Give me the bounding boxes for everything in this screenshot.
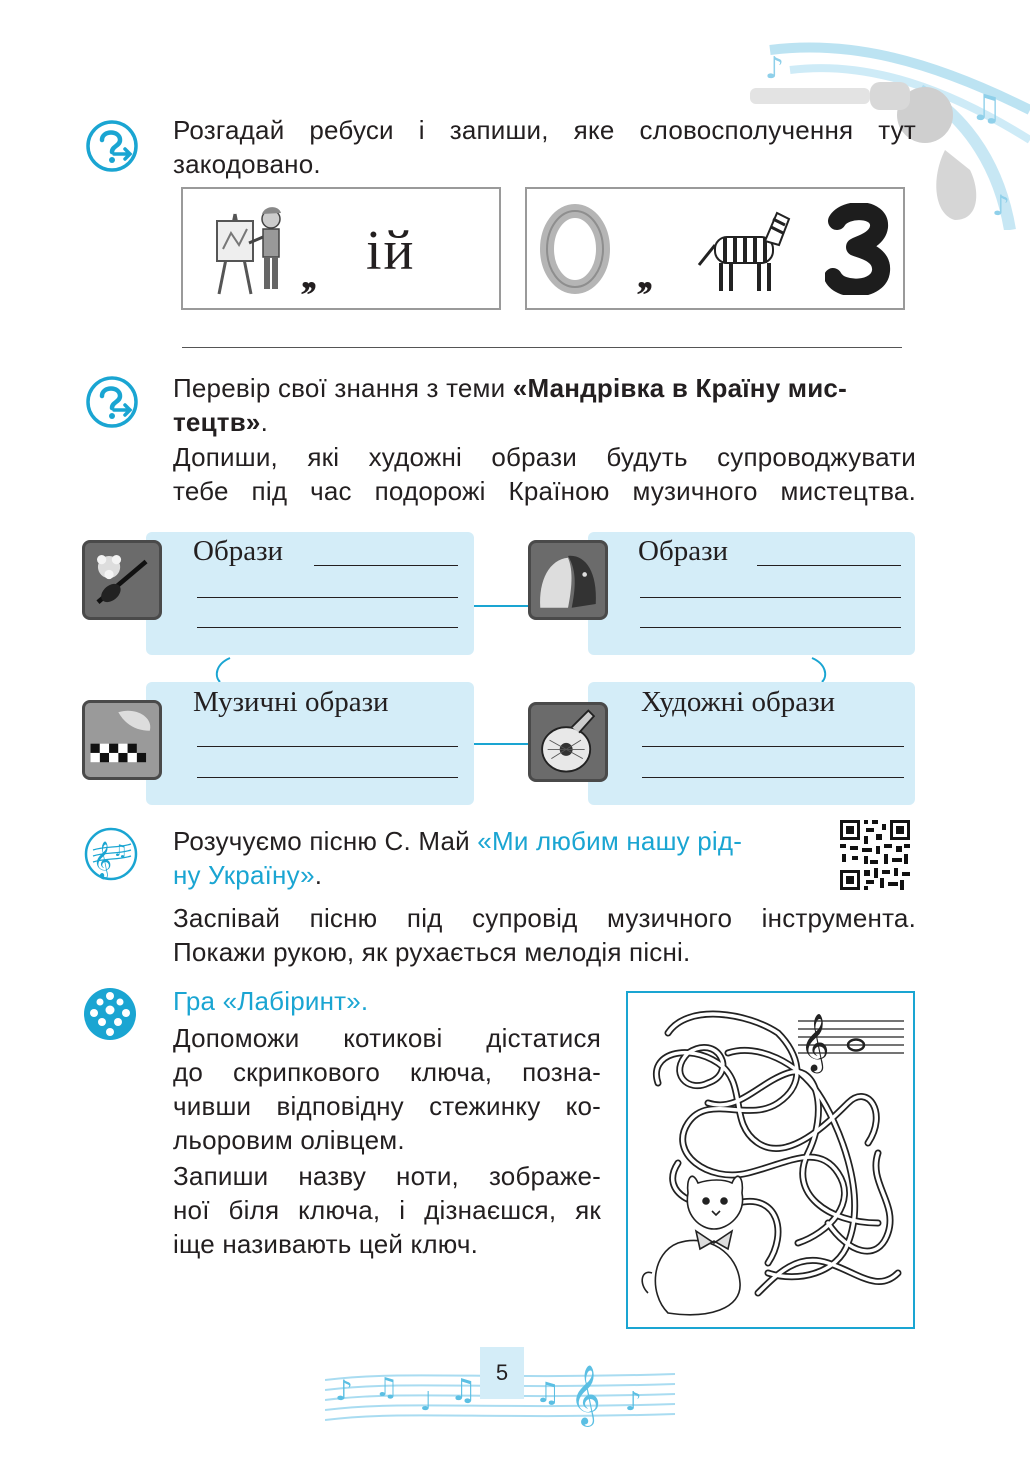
task3-period: . <box>314 860 323 890</box>
panel3-title: Музичні образи <box>193 686 389 718</box>
answer-line <box>314 565 458 566</box>
svg-text:♪: ♪ <box>992 189 1010 222</box>
svg-text:♫: ♫ <box>113 841 128 860</box>
task2-topic-bold-end: тецтв» <box>173 407 261 437</box>
task4-line4: льоровим олівцем. <box>173 1125 405 1155</box>
rebus2-comma: ,, <box>637 252 649 297</box>
panel1-title: Образи <box>193 535 284 567</box>
task2-p1-start: Перевір свої знання з теми <box>173 373 513 403</box>
game-title: Гра «Лабіринт». <box>173 986 369 1016</box>
task2-topic-bold: «Мандрівка в Країну мис- <box>512 373 847 403</box>
task4-line3: чивши відповідну стежинку ко- <box>173 1091 601 1121</box>
treble-clef-notes-icon <box>83 826 139 882</box>
task3-p2-line2: Покажи рукою, як рухається мелодія пісні. <box>173 937 691 967</box>
bandura-tile <box>528 702 608 782</box>
svg-text:𝄞: 𝄞 <box>93 840 112 878</box>
task3-intro: Розучуємо пісню С. Май <box>173 826 478 856</box>
song-title-link[interactable]: «Ми любим нашу рід- <box>477 826 743 856</box>
task2-p2-line2: тебе під час подорожі Країною музичного мистецтва. <box>173 476 916 506</box>
answer-line <box>197 746 458 747</box>
maze-frame <box>626 991 915 1329</box>
task4-line1: Допоможи котикові дістатися <box>173 1023 601 1053</box>
qr-code[interactable] <box>838 818 912 892</box>
violin-flowers-tile <box>82 540 162 620</box>
svg-text:♪: ♪ <box>765 51 785 86</box>
task4-line6: ної біля ключа, і дізнаєшся, як <box>173 1195 601 1225</box>
task3-line2 <box>173 858 322 892</box>
svg-text:♫: ♫ <box>450 1373 477 1408</box>
task3-p2-line1: Заспівай пісню під супровід музичного інструмента. <box>173 903 916 933</box>
song-title-link-end[interactable]: ну Україну» <box>173 860 315 890</box>
answer-line <box>197 597 458 598</box>
panel2-title: Образи <box>638 535 729 567</box>
answer-line <box>197 777 458 778</box>
task4-line2: до скрипкового ключа, позна- <box>173 1057 601 1087</box>
task3-line1 <box>173 824 742 858</box>
answer-line <box>757 565 901 566</box>
kitten-picture <box>642 1176 742 1314</box>
answer-line <box>642 777 904 778</box>
task2-p2-line1: Допиши, які художні образи будуть супроводжувати <box>173 442 916 472</box>
treble-clef-icon: 𝄞 <box>800 1013 830 1071</box>
answer-line <box>640 627 901 628</box>
svg-text:♪: ♪ <box>335 1374 353 1407</box>
task4-line7: іще називають цей ключ. <box>173 1229 479 1259</box>
task2-period: . <box>260 407 268 437</box>
svg-text:♫: ♫ <box>375 1373 399 1403</box>
game-dots-icon <box>82 986 138 1042</box>
answer-line <box>642 746 904 747</box>
panel4-title: Художні образи <box>641 686 836 718</box>
answer-line <box>640 597 901 598</box>
svg-text:♫: ♫ <box>535 1376 561 1409</box>
answer-line <box>197 627 458 628</box>
svg-text:♩: ♩ <box>420 1387 433 1417</box>
rebus1-comma: ,, <box>301 252 313 297</box>
maze-picture[interactable] <box>628 993 913 1327</box>
girl-horse-tile <box>528 540 608 620</box>
page-number: 5 <box>495 1360 509 1385</box>
rebus1-suffix: ій <box>366 220 416 282</box>
svg-text:♪: ♪ <box>625 1387 642 1417</box>
task1-line2: закодовано. <box>173 149 321 179</box>
svg-text:𝄞: 𝄞 <box>570 1365 601 1425</box>
task4-line5: Запиши назву ноти, зображе- <box>173 1161 601 1191</box>
svg-text:♫: ♫ <box>970 88 1003 129</box>
harlequin-mask-tile <box>82 700 162 780</box>
task1-line1: Розгадай ребуси і запиши, яке словосполучення тут <box>173 115 916 145</box>
